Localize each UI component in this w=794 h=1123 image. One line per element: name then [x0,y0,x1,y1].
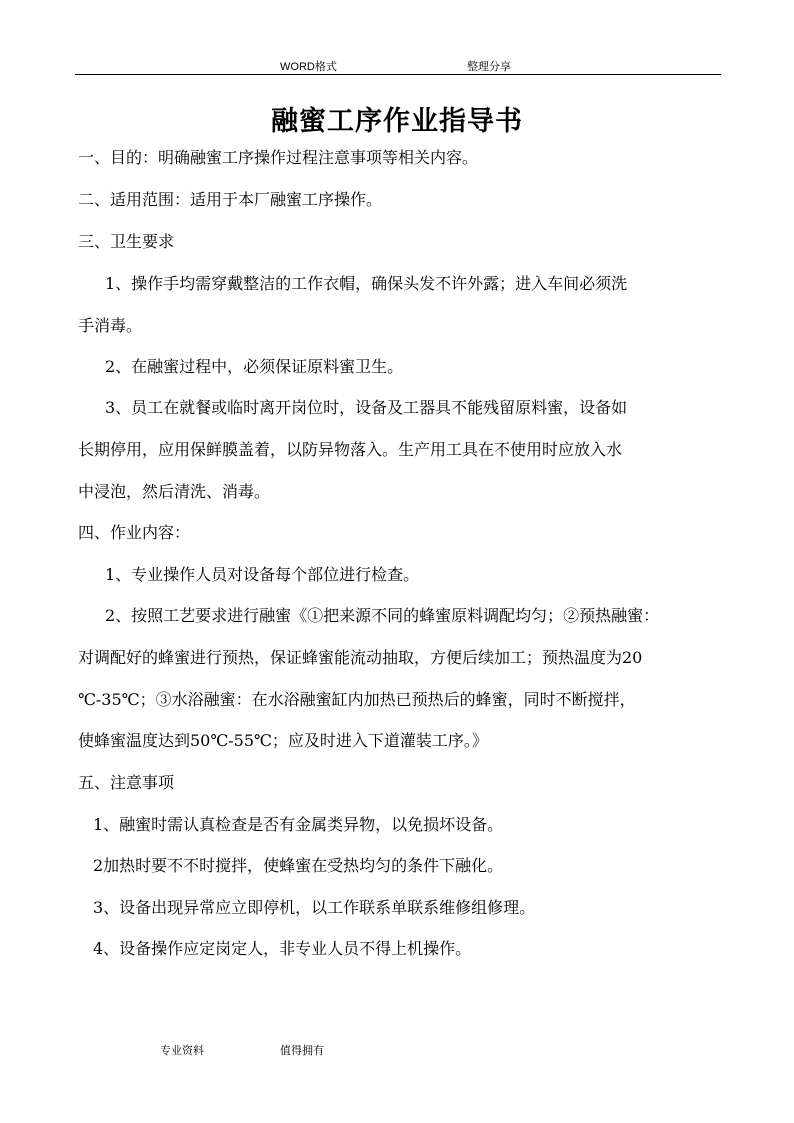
header-right-text: 整理分享 [467,61,511,73]
page-header [75,56,721,75]
document-title: 融蜜工序作业指导书 [271,106,523,137]
notes-item-4: 4、设备操作应定岗定人，非专业人员不得上机操作。 [93,939,472,958]
work-item-1: 1、专业操作人员对设备每个部位进行检查。 [105,565,420,584]
section-hygiene-heading: 三、卫生要求 [78,232,175,251]
header-left-text: WORD格式 [280,61,337,73]
work-item-2-cont-2: ℃-35℃；③水浴融蜜：在水浴融蜜缸内加热已预热后的蜂蜜，同时不断搅拌， [78,690,636,709]
hygiene-item-1-cont: 手消毒。 [78,316,143,335]
hygiene-item-2: 2、在融蜜过程中，必须保证原料蜜卫生。 [105,357,404,376]
section-purpose: 一、目的：明确融蜜工序操作过程注意事项等相关内容。 [78,148,479,167]
work-item-2-cont-3: 使蜂蜜温度达到50℃-55℃；应及时进入下道灌装工序。》 [78,731,488,750]
hygiene-item-3-cont-2: 中浸泡，然后清洗、消毒。 [78,482,271,501]
notes-item-2: 2加热时要不不时搅拌，使蜂蜜在受热均匀的条件下融化。 [93,856,504,875]
hygiene-item-3: 3、员工在就餐或临时离开岗位时，设备及工器具不能残留原料蜜，设备如 [105,398,628,417]
hygiene-item-1: 1、操作手均需穿戴整洁的工作衣帽，确保头发不许外露；进入车间必须洗 [105,274,628,293]
notes-item-3: 3、设备出现异常应立即停机，以工作联系单联系维修组修理。 [93,898,536,917]
hygiene-item-3-cont-1: 长期停用，应用保鲜膜盖着，以防异物落入。生产用工具在不使用时应放入水 [78,440,623,459]
work-item-2-cont-1: 对调配好的蜂蜜进行预热，保证蜂蜜能流动抽取，方便后续加工；预热温度为20 [78,648,643,667]
work-item-2: 2、按照工艺要求进行融蜜《①把来源不同的蜂蜜原料调配均匀；②预热融蜜： [105,606,660,625]
section-notes-heading: 五、注意事项 [78,773,175,792]
footer-left-text: 专业资料 [160,1045,204,1057]
footer-right-text: 值得拥有 [280,1045,324,1057]
section-scope: 二、适用范围：适用于本厂融蜜工序操作。 [78,190,383,209]
section-work-heading: 四、作业内容： [78,523,191,542]
notes-item-1: 1、融蜜时需认真检查是否有金属类异物，以免损坏设备。 [93,815,504,834]
